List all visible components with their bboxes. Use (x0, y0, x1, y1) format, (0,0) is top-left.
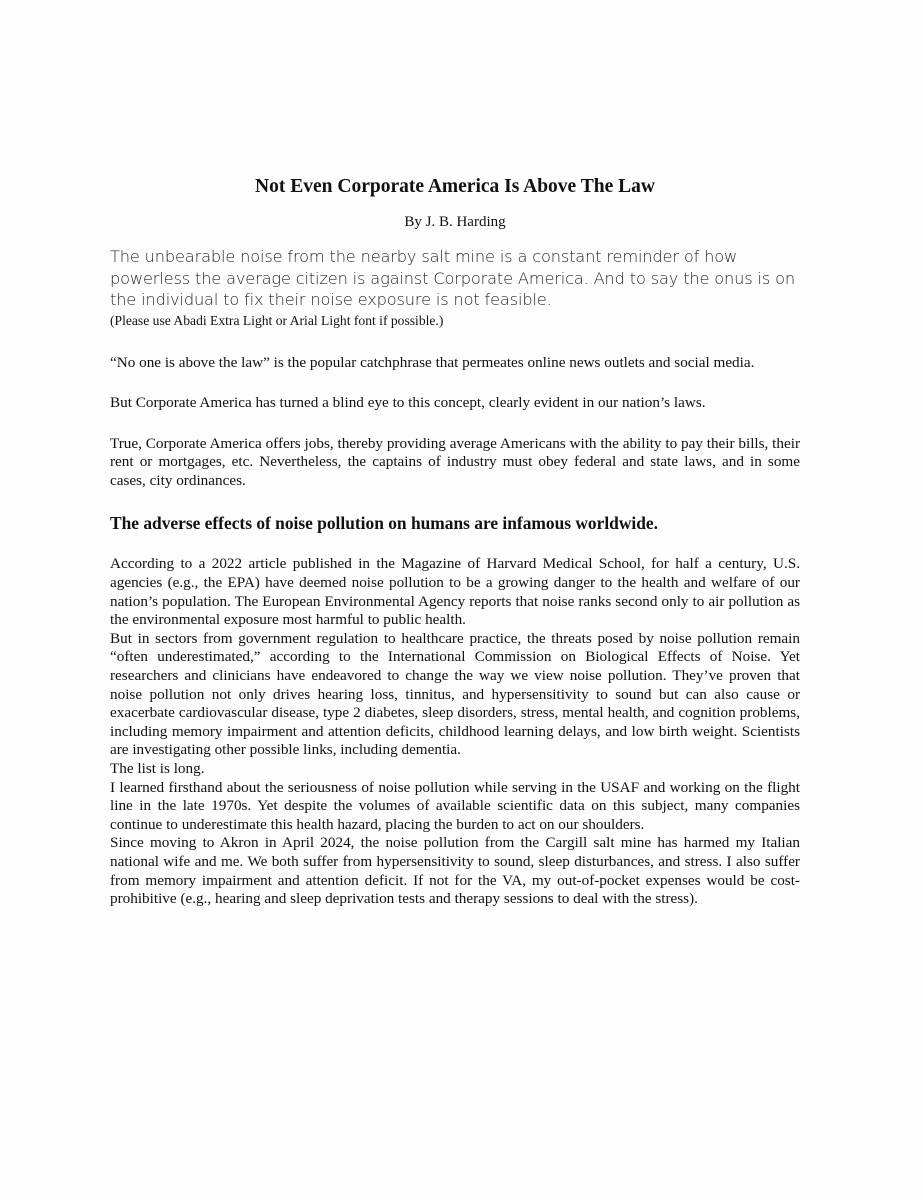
lead-paragraph: The unbearable noise from the nearby salt mine is a constant reminder of how powerless the average citizen is against Corporate America. And to say the onus is on the individual to fix their noise exposure is not feasible. (110, 247, 796, 309)
intro-paragraph-3: True, Corporate America offers jobs, thereby providing average Americans with the ability to pay their bills, their rent or mortgages, etc. Nevertheless, the captains of industry must obey federal and state laws, and in some cases, city ordinances. (110, 434, 800, 489)
body-paragraph-2: But in sectors from government regulation to healthcare practice, the threats posed by noise pollution remain “often underestimated,” according to the International Commission on Biological Effects of Noise. Yet researchers and clinicians have endeavored to change the way we view noise pollution. They’ve proven that noise pollution not only drives hearing loss, tinnitus, and hypersensitivity to sound but can also cause or exacerbate cardiovascular disease, type 2 diabetes, sleep disorders, stress, mental health, and cognition problems, including memory impairment and attention deficits, childhood learning delays, and low birth weight. Scientists are investigating other possible links, including dementia. (110, 629, 800, 759)
document-page (110, 174, 800, 909)
body-paragraph-4: I learned firsthand about the seriousness of noise pollution while serving in the USAF and working on the flight line in the late 1970s. Yet despite the volumes of available scientific data on this subject, many companies continue to underestimate this health hazard, placing the burden to act on our shoulders. (110, 778, 800, 833)
body-paragraph-3: The list is long. (110, 760, 205, 777)
document-title: Not Even Corporate America Is Above The Law (255, 176, 655, 197)
intro-paragraph-2: But Corporate America has turned a blind eye to this concept, clearly evident in our nation’s laws. (110, 394, 706, 412)
font-note: (Please use Abadi Extra Light or Arial Light font if possible.) (110, 312, 444, 328)
body-paragraph-5: Since moving to Akron in April 2024, the noise pollution from the Cargill salt mine has harmed my Italian national wife and me. We both suffer from hypersensitivity to sound, sleep disturbances, and stress. I also suffer from memory impairment and attention deficit. If not for the VA, my out-of-pocket expenses would be cost-prohibitive (e.g., hearing and sleep deprivation tests and therapy sessions to deal with the stress). (110, 834, 800, 908)
byline: By J. B. Harding (404, 214, 506, 230)
section-heading: The adverse effects of noise pollution on humans are infamous worldwide. (110, 513, 658, 534)
intro-paragraph-1: “No one is above the law” is the popular catchphrase that permeates online news outlets and social media. (110, 353, 755, 371)
body-paragraph-1: According to a 2022 article published in the Magazine of Harvard Medical School, for half a century, U.S. agencies (e.g., the EPA) have deemed noise pollution to be a growing danger to the health and welfare of our nation’s population. The European Environmental Agency reports that noise ranks second only to air pollution as the environmental exposure most harmful to public health. (110, 555, 800, 629)
